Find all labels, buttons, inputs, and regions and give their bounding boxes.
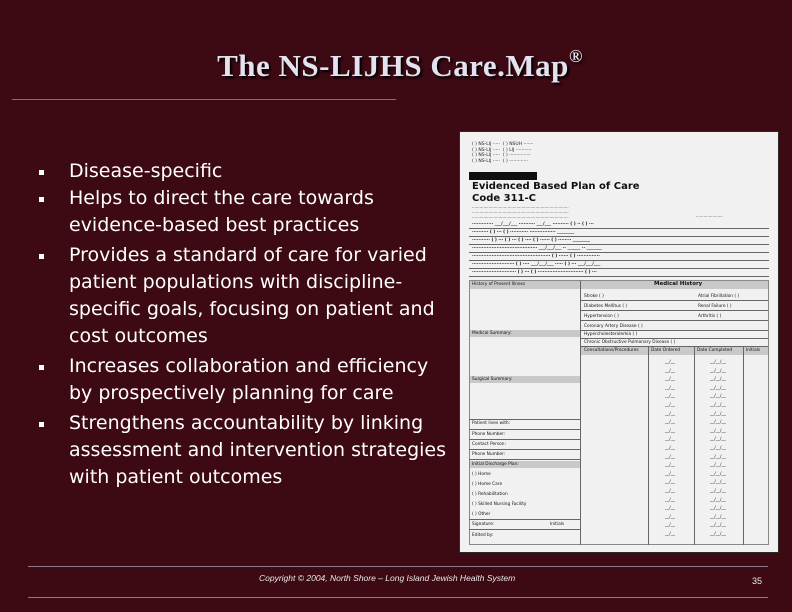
doc-condition: Arthritis ( ) <box>698 314 722 319</box>
doc-header-checklist: ( ) NS-LIJ ····· ( ) NSUH ······· ( ) NS-LIJ ····· ( ) LIJ ··········· ( ) NS-LIJ ····· ( ) ··············· ( ) NS-LIJ ····· ( ) ············· <box>472 142 534 164</box>
page-number: 35 <box>752 576 763 586</box>
caremap-document-image <box>460 132 778 552</box>
doc-condition: Renal Failure ( ) <box>698 304 732 309</box>
doc-condition: Diabetes Mellitus ( ) <box>584 304 628 309</box>
bullet-item: Helps to direct the care towards evidence-based best practices <box>36 185 456 239</box>
doc-condition: Stroke ( ) <box>584 294 604 299</box>
doc-medical-history-label: Medical History <box>654 281 703 287</box>
bullet-list <box>36 158 456 494</box>
doc-code: Code 311-C <box>472 193 536 204</box>
doc-heading: Evidenced Based Plan of Care <box>472 181 640 192</box>
bullet-item: Provides a standard of care for varied patient populations with discipline-specific goals, focusing on patient and cost outcomes <box>36 242 456 350</box>
footer-rule-bottom <box>28 597 768 598</box>
doc-discharge-option: ( ) Home Care <box>472 482 503 487</box>
slide-title <box>100 48 700 84</box>
doc-field-row: ··········· ( ) ··· ( ) ··· ( ) ···· ( ) ······ ( ) ········ ________ <box>472 238 590 243</box>
doc-disclaimer: ············································································ ············································································ ············································································ <box>472 205 569 220</box>
bullet-marker-icon <box>39 170 44 175</box>
doc-medical-summary-label: Medical Summary: <box>472 331 512 336</box>
doc-discharge-option: ( ) Rehabilitation <box>472 492 508 497</box>
doc-discharge-option: ( ) Home <box>472 472 491 477</box>
doc-contact-label: Contact Person: <box>472 442 506 447</box>
slide-title-text: The NS-LIJHS Care.Map <box>217 48 569 83</box>
bullet-item: Strengthens accountability by linking assessment and intervention strategies with patient outcomes <box>36 410 456 491</box>
doc-column-header: Date Ordered <box>651 348 681 353</box>
doc-date-column: __/__/__ __/__/__ __/__/__ __/__/__ __/__/__ __/__/__ __/__/__ __/__/__ __/__/__ __/__/__ __/__/__ __/__/__ __/__/__ __/__/__ __/__/__ __/__/__ __/__/__ __/__/__ __/__/__ __/__/__ __/__/__ <box>710 360 726 537</box>
doc-discharge-option: ( ) Other <box>472 512 491 517</box>
doc-field-row: ··························· ( ) ··· ( ) ···························· ( ) ··· <box>472 270 597 275</box>
copyright-text: Copyright © 2004, North Shore – Long Island Jewish Health System <box>259 573 516 583</box>
doc-field-row: ·························· ( ) ···· ___/___/___ ····· ( ) ··· ___/___/___ <box>472 262 601 267</box>
bullet-marker-icon <box>39 365 44 370</box>
doc-column-header: Initials <box>746 348 761 353</box>
doc-condition: Coronary Artery Disease ( ) <box>584 324 643 329</box>
bullet-marker-icon <box>39 254 44 259</box>
bullet-item: Disease-specific <box>36 158 456 185</box>
doc-field-row: ········································ ___/___/___ ·· ______ ·· _______ <box>472 246 602 251</box>
doc-initials-label: Initials <box>550 522 565 527</box>
title-underline <box>12 99 396 100</box>
doc-condition: Chronic Obstructive Pulmonary Disease ( ) <box>584 340 676 345</box>
bullet-item: Increases collaboration and efficiency by prospectively planning for care <box>36 353 456 407</box>
doc-edited-by-label: Edited by: <box>472 533 494 538</box>
doc-contact-label: Initial Discharge Plan: <box>472 462 519 467</box>
doc-field-row: ············· ___/___/___ ·········· ___/___ ·········· ( ) ·· ( ) ··· <box>472 222 594 227</box>
bullet-marker-icon <box>39 422 44 427</box>
doc-column-header: Consultations/Procedures <box>584 348 639 353</box>
doc-contact-label: Patient lives with: <box>472 421 511 426</box>
doc-signature-label: Signature: <box>472 522 495 527</box>
doc-column-header: Date Completed <box>697 348 733 353</box>
footer-rule-top <box>28 566 768 567</box>
doc-field-row: ················································ ( ) ······ ( ) ·············· <box>472 254 600 259</box>
doc-field-row: ·········· ( ) ··· ( ) ··········· ················ ________ <box>472 230 575 235</box>
doc-discharge-option: ( ) Skilled Nursing Facility <box>472 502 527 507</box>
doc-contact-label: Phone Number: <box>472 452 506 457</box>
doc-condition: Hypertension ( ) <box>584 314 619 319</box>
doc-condition: Atrial Fibrillation ( ) <box>698 294 740 299</box>
bullet-marker-icon <box>39 197 44 202</box>
doc-condition: Hypercholesterolemia ( ) <box>584 332 638 337</box>
doc-contact-label: Phone Number: <box>472 432 506 437</box>
doc-surgical-summary-label: Surgical Summary: <box>472 377 513 382</box>
doc-black-bar <box>469 172 537 180</box>
registered-symbol: ® <box>568 46 583 66</box>
doc-addressograph: ····················· <box>696 214 723 219</box>
doc-history-label: History of Present Illness <box>472 282 526 287</box>
doc-date-column: __/__ __/__ __/__ __/__ __/__ __/__ __/__ __/__ __/__ __/__ __/__ __/__ __/__ __/__ __/__ __/__ __/__ __/__ __/__ __/__ __/__ <box>665 360 676 537</box>
